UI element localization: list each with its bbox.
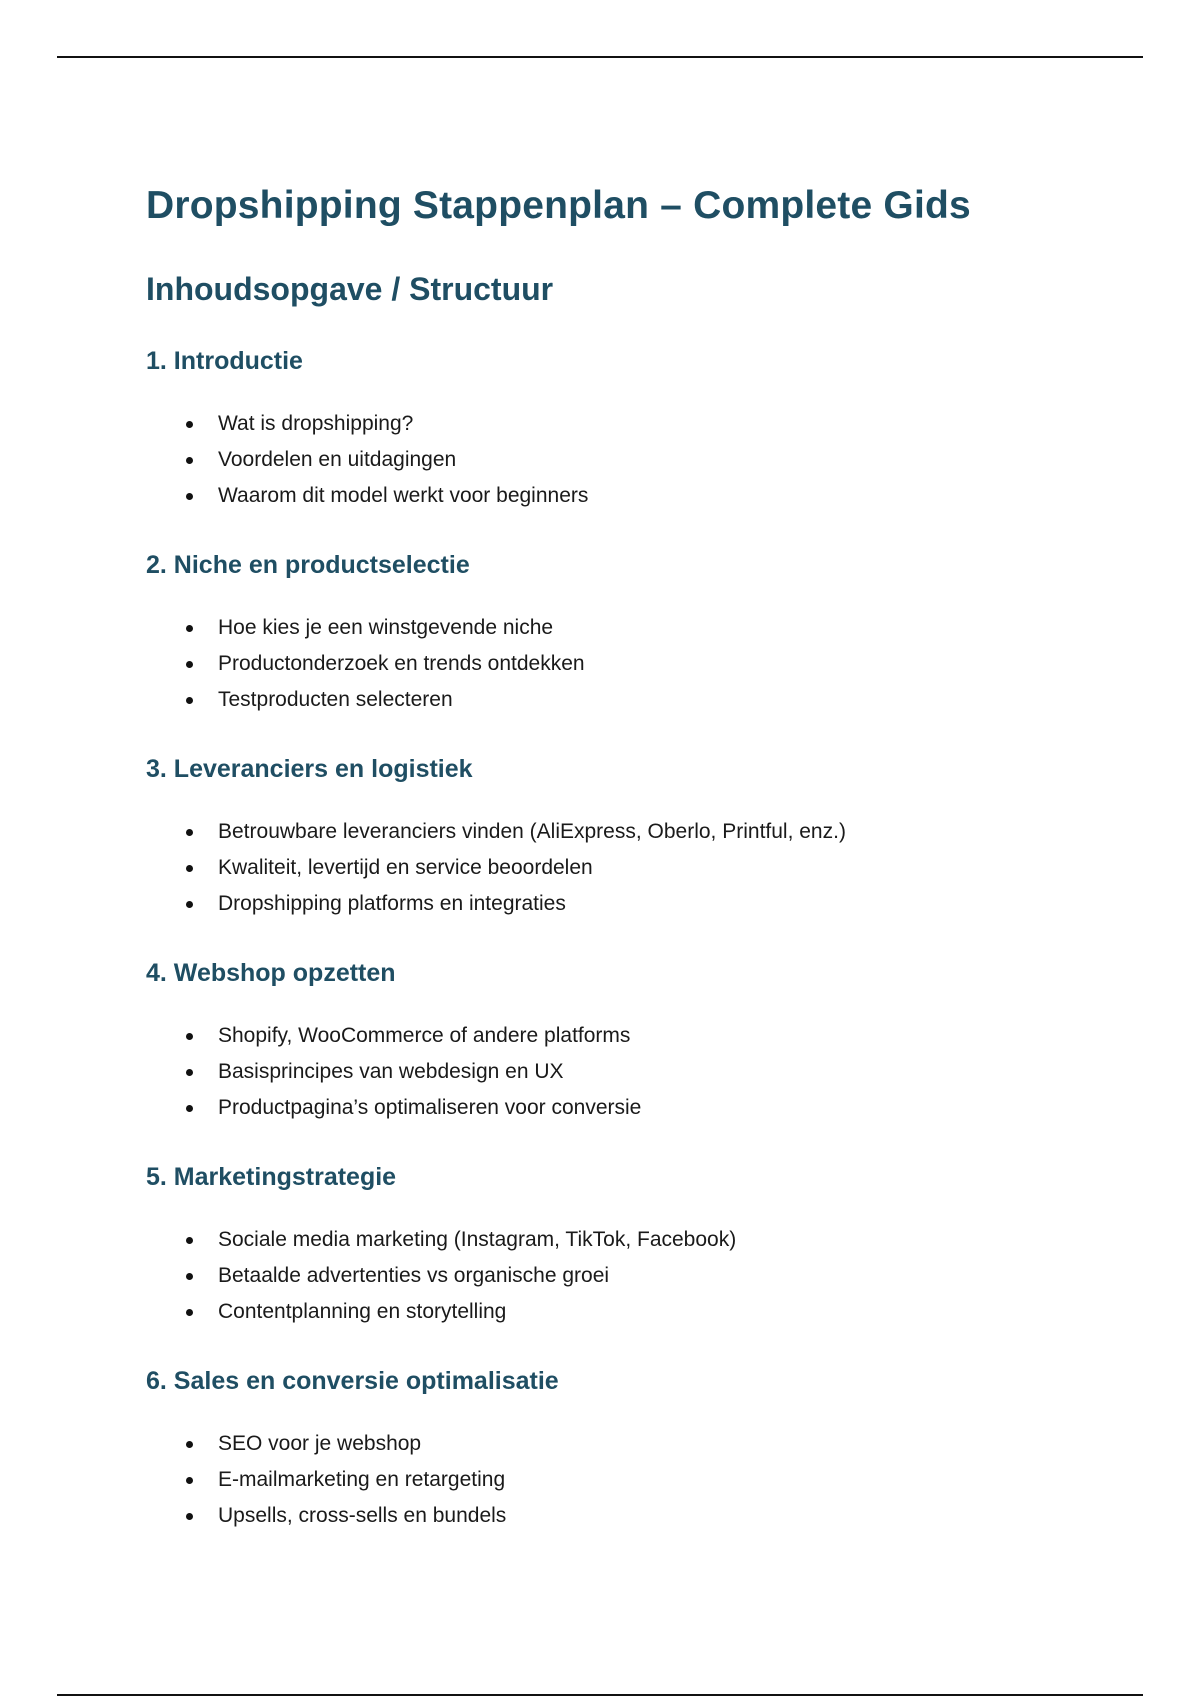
section-heading: 4. Webshop opzetten	[146, 959, 396, 987]
list-item	[146, 1258, 1106, 1294]
list-item-text: Contentplanning en storytelling	[218, 1300, 507, 1323]
document-title: Dropshipping Stappenplan – Complete Gids	[146, 184, 971, 227]
bullet-list	[146, 1018, 1106, 1126]
list-item	[146, 610, 1106, 646]
list-item-text: Hoe kies je een winstgevende niche	[218, 616, 554, 639]
list-item	[146, 814, 1106, 850]
list-item-text: Shopify, WooCommerce of andere platforms	[218, 1024, 631, 1047]
list-item	[146, 1294, 1106, 1330]
list-item	[146, 1462, 1106, 1498]
list-item-text: Basisprincipes van webdesign en UX	[218, 1060, 564, 1083]
bullet-icon	[186, 901, 193, 908]
list-item-text: Upsells, cross-sells en bundels	[218, 1504, 507, 1527]
list-item-text: SEO voor je webshop	[218, 1432, 422, 1455]
section-sales	[146, 1364, 1106, 1534]
list-item	[146, 1054, 1106, 1090]
bullet-icon	[186, 1273, 193, 1280]
list-item	[146, 478, 1106, 514]
bullet-list	[146, 406, 1106, 514]
list-item-text: Productpagina’s optimaliseren voor conversie	[218, 1096, 642, 1119]
list-item-text: Wat is dropshipping?	[218, 412, 414, 435]
bullet-icon	[186, 457, 193, 464]
list-item-text: Voordelen en uitdagingen	[218, 448, 457, 471]
bullet-list	[146, 1222, 1106, 1330]
list-item-text: Waarom dit model werkt voor beginners	[218, 484, 589, 507]
bullet-icon	[186, 625, 193, 632]
toc-heading: Inhoudsopgave / Structuur	[146, 271, 554, 307]
list-item-text: Kwaliteit, levertijd en service beoordelen	[218, 856, 593, 879]
list-item	[146, 1222, 1106, 1258]
list-item-text: Betrouwbare leveranciers vinden (AliExpress, Oberlo, Printful, enz.)	[218, 820, 846, 843]
list-item-text: E-mailmarketing en retargeting	[218, 1468, 506, 1491]
bullet-icon	[186, 1105, 193, 1112]
bullet-icon	[186, 829, 193, 836]
list-item-text: Betaalde advertenties vs organische groei	[218, 1264, 610, 1287]
bullet-icon	[186, 697, 193, 704]
list-item	[146, 682, 1106, 718]
bullet-list	[146, 814, 1106, 922]
list-item	[146, 886, 1106, 922]
list-item-text: Productonderzoek en trends ontdekken	[218, 652, 585, 675]
list-item	[146, 1090, 1106, 1126]
bullet-icon	[186, 1309, 193, 1316]
section-introductie	[146, 344, 1106, 514]
section-heading: 2. Niche en productselectie	[146, 551, 470, 579]
list-item	[146, 850, 1106, 886]
list-item-text: Dropshipping platforms en integraties	[218, 892, 566, 915]
list-item-text: Sociale media marketing (Instagram, TikTok, Facebook)	[218, 1228, 737, 1251]
section-marketing	[146, 1160, 1106, 1330]
section-heading: 5. Marketingstrategie	[146, 1163, 397, 1191]
bottom-page-rule	[57, 1694, 1143, 1696]
list-item	[146, 1018, 1106, 1054]
list-item	[146, 1426, 1106, 1462]
bullet-icon	[186, 1477, 193, 1484]
bullet-list	[146, 1426, 1106, 1534]
bullet-icon	[186, 865, 193, 872]
section-heading: 6. Sales en conversie optimalisatie	[146, 1367, 559, 1395]
document-body	[146, 178, 1106, 1534]
bullet-list	[146, 610, 1106, 718]
list-item	[146, 646, 1106, 682]
list-item	[146, 442, 1106, 478]
bullet-icon	[186, 1237, 193, 1244]
bullet-icon	[186, 661, 193, 668]
list-item	[146, 406, 1106, 442]
bullet-icon	[186, 1033, 193, 1040]
section-heading: 1. Introductie	[146, 347, 303, 375]
bullet-icon	[186, 493, 193, 500]
list-item	[146, 1498, 1106, 1534]
section-niche	[146, 548, 1106, 718]
bullet-icon	[186, 1513, 193, 1520]
bullet-icon	[186, 1069, 193, 1076]
section-leveranciers	[146, 752, 1106, 922]
bullet-icon	[186, 421, 193, 428]
bullet-icon	[186, 1441, 193, 1448]
top-page-rule	[57, 56, 1143, 58]
section-heading: 3. Leveranciers en logistiek	[146, 755, 473, 783]
list-item-text: Testproducten selecteren	[218, 688, 453, 711]
section-webshop	[146, 956, 1106, 1126]
